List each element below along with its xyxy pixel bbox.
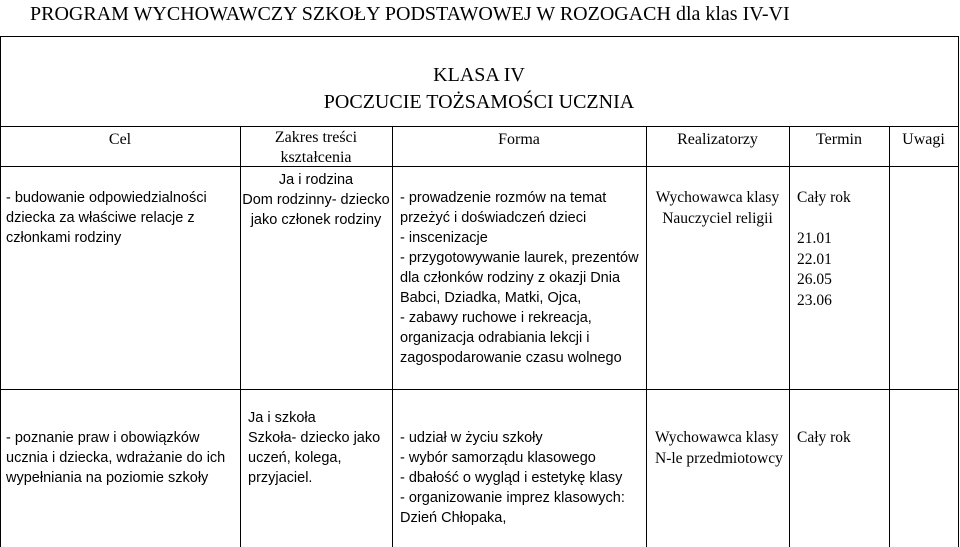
col-sep-1 (240, 126, 241, 547)
row2-zakres-body: Szkoła- dziecko jako uczeń, kolega, przyjaciel. (248, 430, 381, 486)
document-title: PROGRAM WYCHOWAWCZY SZKOŁY PODSTAWOWEJ W ROZOGACH dla klas IV-VI (30, 3, 790, 25)
col-sep-5 (889, 126, 890, 547)
col-sep-2 (392, 126, 393, 547)
col-header-cel: Cel (108, 131, 132, 148)
table-header-divider (0, 126, 958, 127)
row1-cel: - budowanie odpowiedzialności dziecka za właściwe relacje z członkami rodziny (6, 190, 207, 246)
program-table (0, 36, 960, 547)
row2-zakres-title: Ja i szkoła (248, 410, 316, 426)
class-title: KLASA IV (433, 64, 525, 86)
col-header-uwagi: Uwagi (902, 131, 945, 148)
row1-zakres-title: Ja i rodzina (278, 172, 354, 188)
row1-forma: - prowadzenie rozmów na temat przeżyć i doświadczeń dzieci - inscenizacje - przygotowywanie laurek, prezentów dla członków rodziny z okazji Dnia Babci, Dziadka, Matki, Ojca, - zabawy ruchowe i rekreacja, organizacja odrabiania lekcji i zagospodarowanie czasu wolnego (400, 190, 639, 366)
col-header-zakres: Zakres treści kształcenia (274, 129, 358, 166)
column-header-divider (0, 166, 958, 167)
row2-realizatorzy: Wychowawca klasy N-le przedmiotowcy (655, 429, 783, 467)
row2-termin: Cały rok (797, 429, 851, 446)
row1-termin: Cały rok 21.01 22.01 26.05 23.06 (797, 189, 851, 309)
col-sep-4 (789, 126, 790, 547)
theme-title: POCZUCIE TOŻSAMOŚCI UCZNIA (323, 91, 635, 113)
row1-realizatorzy: Wychowawca klasy Nauczyciel religii (655, 189, 780, 227)
row1-zakres-body: Dom rodzinny- dziecko jako członek rodziny (242, 192, 390, 228)
table-border-top (0, 36, 958, 37)
row2-forma: - udział w życiu szkoły - wybór samorządu klasowego - dbałość o wygląd i estetykę klasy - organizowanie imprez klasowych: Dzień Chłopaka, (400, 430, 625, 526)
row-divider (0, 389, 958, 390)
table-border-right (958, 36, 959, 547)
col-header-forma: Forma (498, 131, 540, 148)
row2-cel: - poznanie praw i obowiązków ucznia i dziecka, wdrażanie do ich wypełniania na poziomie szkoły (6, 430, 226, 486)
col-header-termin: Termin (816, 131, 862, 148)
col-sep-3 (646, 126, 647, 547)
col-header-realizatorzy: Realizatorzy (677, 131, 758, 148)
